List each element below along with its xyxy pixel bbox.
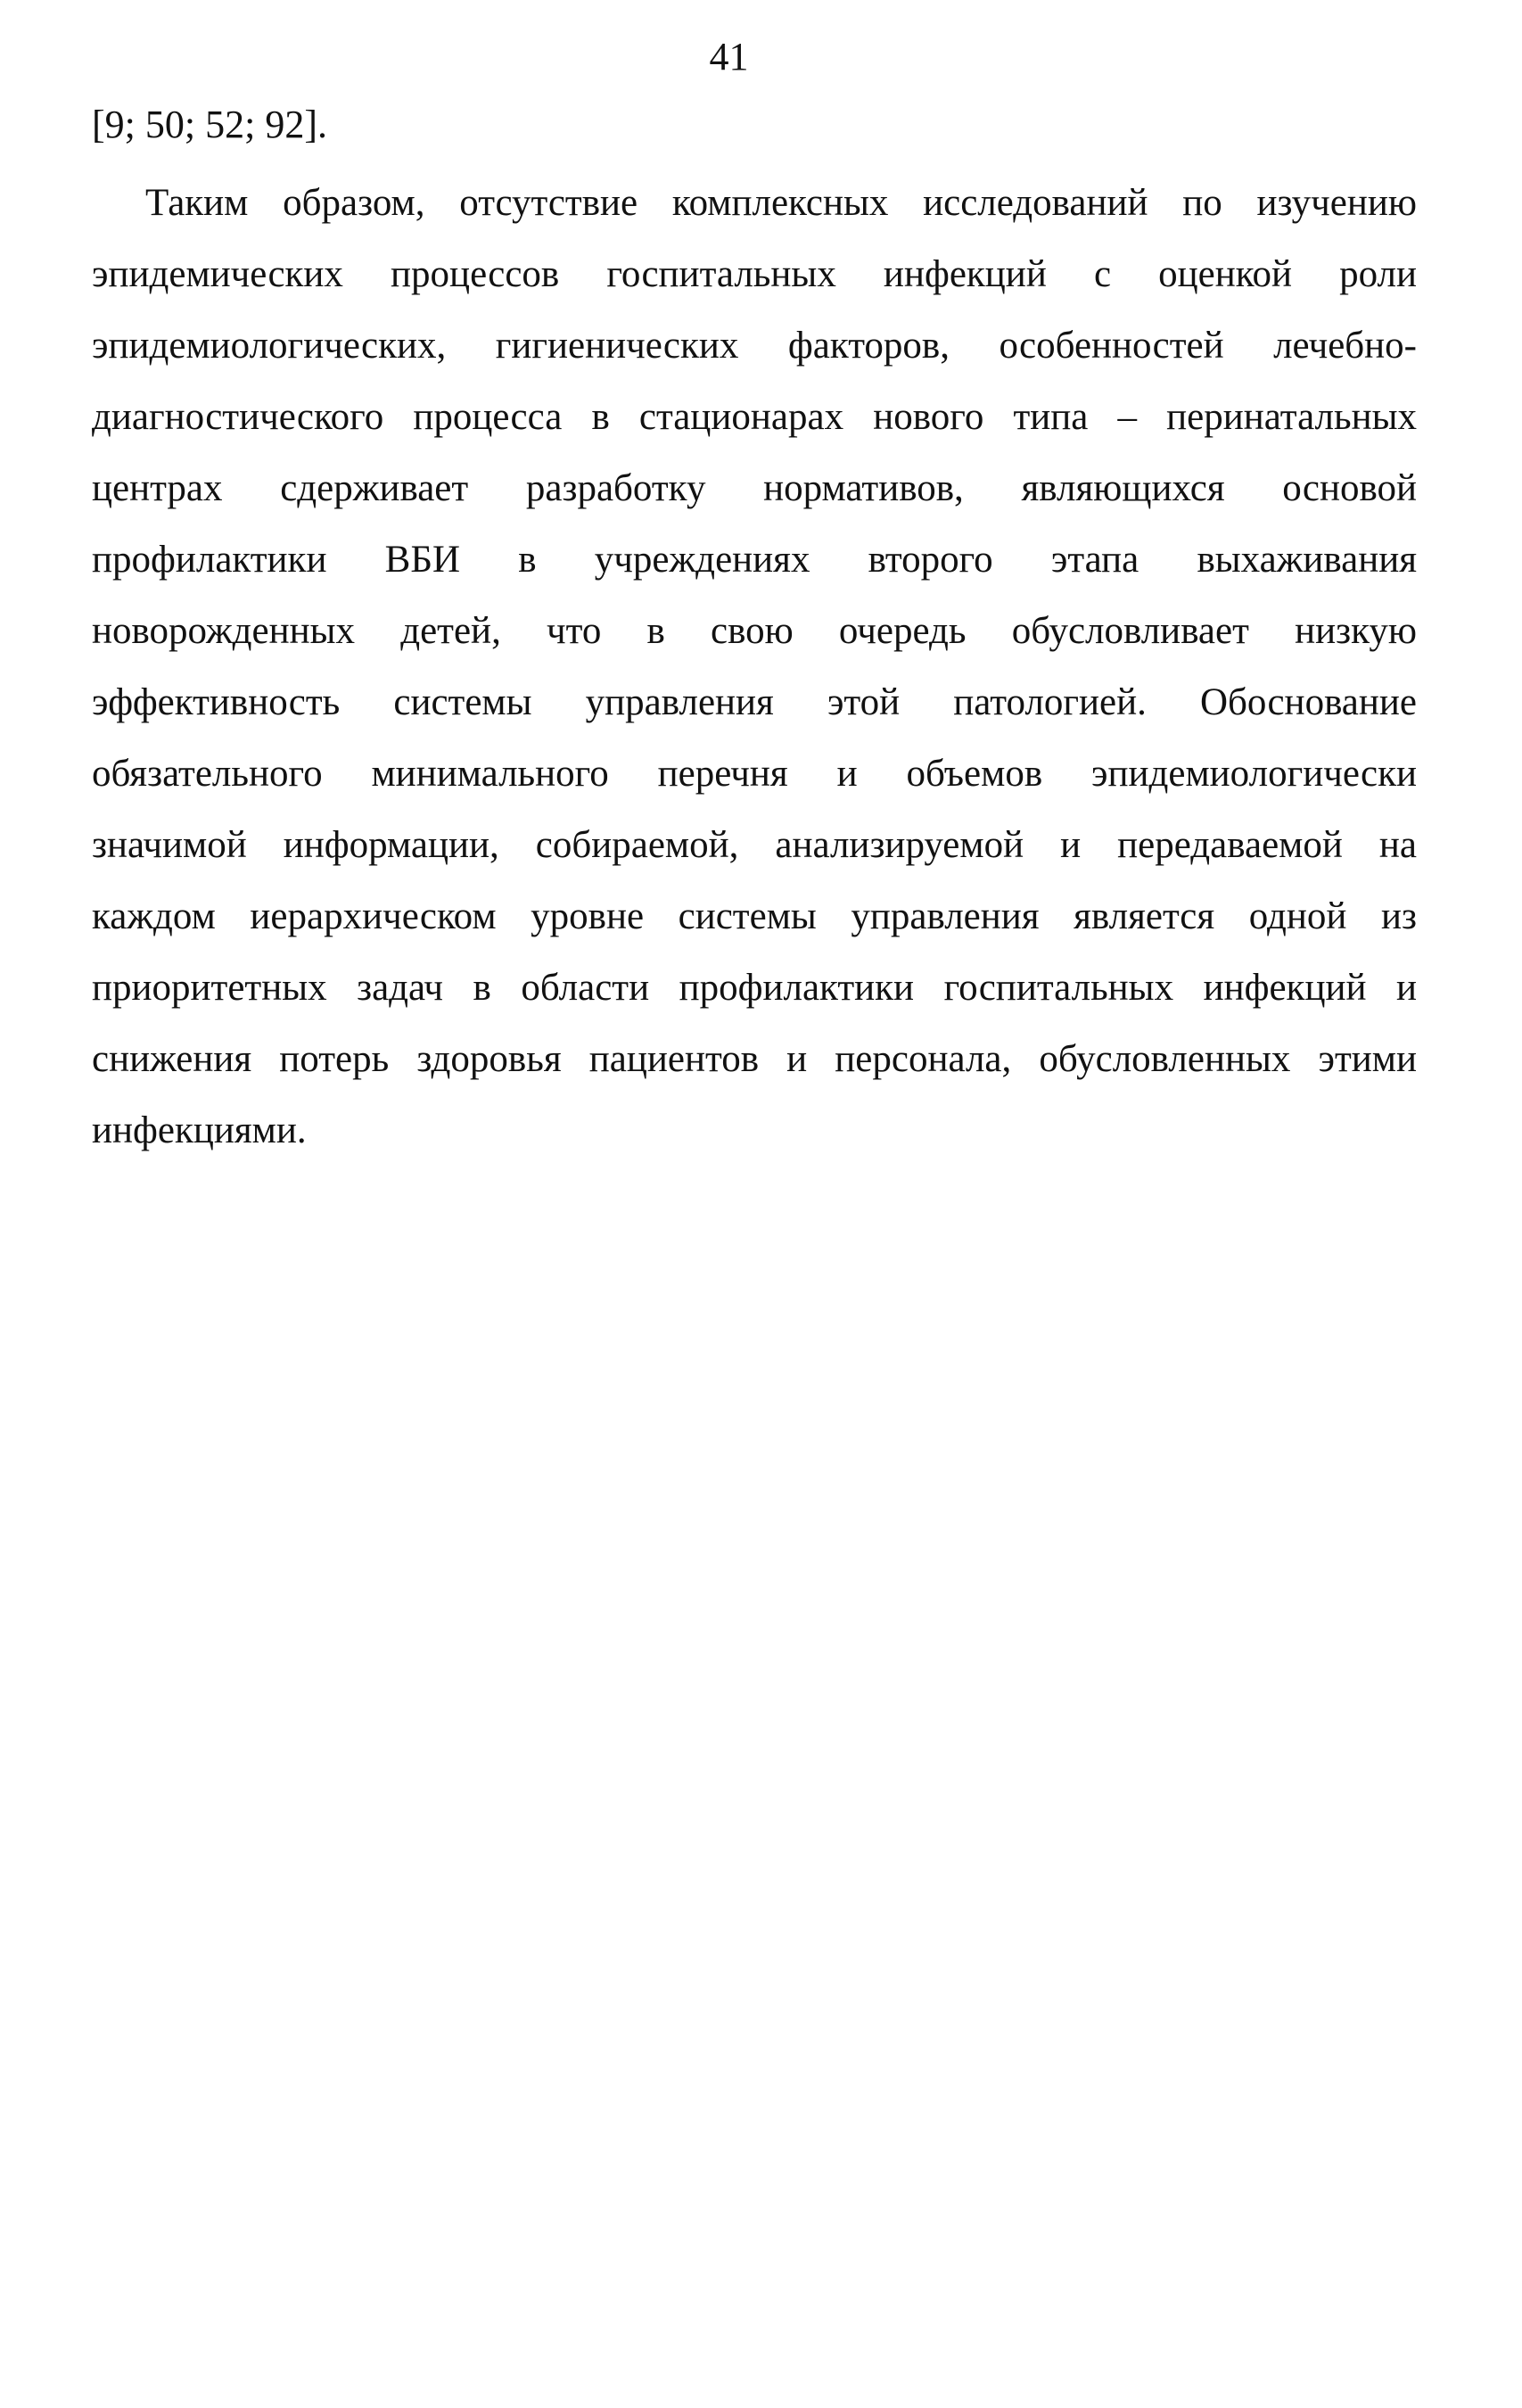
paragraph-line: значимой информации, собираемой, анализируемой и передаваемой на bbox=[92, 824, 1417, 866]
paragraph-line: профилактики ВБИ в учреждениях второго этапа выхаживания bbox=[92, 539, 1417, 581]
page-number: 41 bbox=[709, 35, 749, 78]
paragraph-line: эффективность системы управления этой патологией. Обоснование bbox=[92, 681, 1417, 723]
body-paragraph bbox=[92, 176, 1417, 1175]
paragraph-line: диагностического процесса в стационарах нового типа – перинатальных bbox=[92, 396, 1417, 438]
paragraph-line: снижения потерь здоровья пациентов и персонала, обусловленных этими bbox=[92, 1038, 1417, 1080]
paragraph-line: обязательного минимального перечня и объемов эпидемиологически bbox=[92, 753, 1417, 795]
paragraph-line: Таким образом, отсутствие комплексных исследований по изучению bbox=[145, 182, 1417, 224]
paragraph-line-last: инфекциями. bbox=[92, 1109, 307, 1151]
references-continuation: [9; 50; 52; 92]. bbox=[92, 103, 327, 146]
paragraph-line: новорожденных детей, что в свою очередь обусловливает низкую bbox=[92, 610, 1417, 652]
paragraph-line: каждом иерархическом уровне системы управления является одной из bbox=[92, 895, 1417, 937]
paragraph-line: эпидемических процессов госпитальных инфекций с оценкой роли bbox=[92, 253, 1417, 295]
paragraph-line: приоритетных задач в области профилактики госпитальных инфекций и bbox=[92, 967, 1417, 1009]
paragraph-line: эпидемиологических, гигиенических факторов, особенностей лечебно- bbox=[92, 325, 1417, 367]
paragraph-line: центрах сдерживает разработку нормативов, являющихся основой bbox=[92, 467, 1417, 509]
